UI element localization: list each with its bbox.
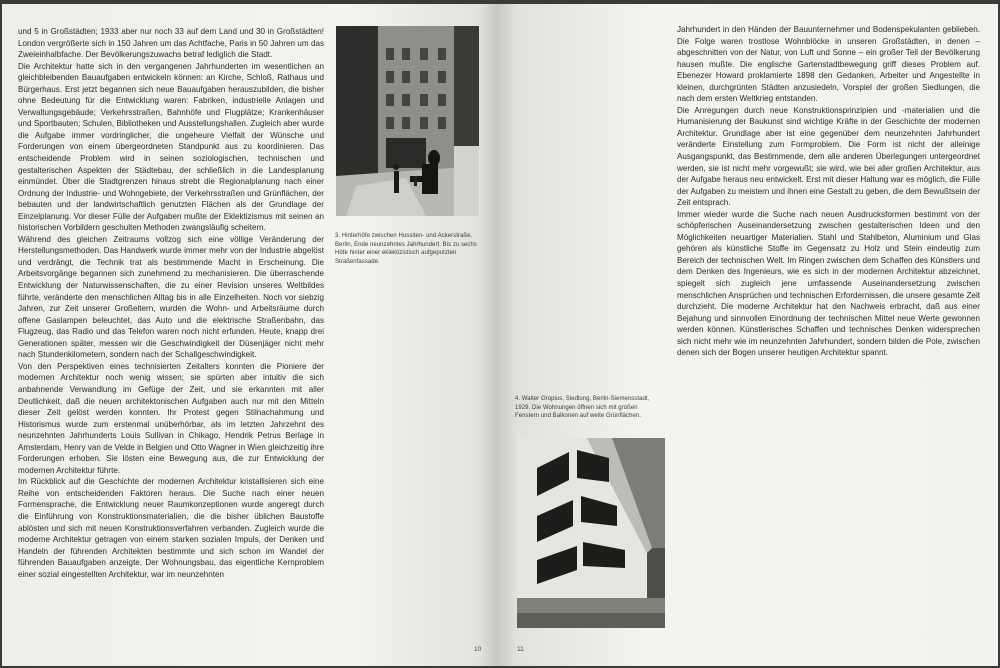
paragraph: Die Architektur hatte sich in den vergangenen Jahrhunderten im wesentlichen an gleichbleibenden Bauaufgaben entwickeln können: an Kirche, Schloß, Rathaus und Bürgerhaus. Erst jetzt begannen sich neue Bauaufgaben herauszubilden, die bisher ohne Bedeutung für die Entwicklung waren: Fabriken, industrielle Anlagen und Verwaltungsgebäude; Verkehrsstraßen, Bahnhöfe und Flugplätze; Krankenhäuser und Sportbauten; Schulen, Bibliotheken und Ausstellungshallen. Zugleich aber wurde die Aufgabe immer vordringlicher, die ungeheure Vielfalt der Wünsche und Forderungen von einem übergeordneten Standpunkt aus zu koordinieren. Das entscheidende Problem wird in seinen soziologischen, technischen und gestalterischen Aspekten der Städtebau, der schließlich in die Landesplanung einmündet. Über die Stadtgrenzen hinaus strebt die Regionalplanung nach einer Ordnung der Industrie- und Wohngebiete, der Verkehrsstraßen und Grünflächen, der bebauten und der landwirtschaftlich genutzten Flächen als der Grundlage der Einzelplanung. Vor dieser Fülle der Aufgaben mußte der Eklektizismus mit seinen an historischen Vorbildern geschulten Methoden zwangsläufig scheitern.: [18, 61, 324, 233]
courtyard-photo: [336, 26, 479, 216]
right-text-column: [677, 24, 980, 384]
paragraph: und 5 in Großstädten; 1933 aber nur noch 33 auf dem Land und 30 in Großstädten! London vergrößerte sich in 150 Jahren um das Achtfache, Paris in 50 Jahren um das Zweieinhalbfache. Der Bevölkerungszuwachs betraf lediglich die Stadt.: [18, 27, 324, 60]
paragraph: Jahrhundert in den Händen der Bauunternehmer und Bodenspekulanten geblieben. Die Folge waren trostlose Wohnblöcke in unseren Großstädten, in denen – abgeschnitten von der Natur, von Luft und Sonne – ein großer Teil der Bevölkerung hausen mußte. Die englische Gartenstadtbewegung griff dieses Problem auf. Ebenezer Howard proklamierte 1898 den Gedanken, Arbeiter und Angestellte in kleinen, durchgrünten Städten anzusiedeln, Vorspiel der großen Siedlungen, die nach dem ersten Weltkrieg entstanden.: [677, 25, 980, 104]
housing-estate-photo: [517, 438, 665, 628]
page-number: 10: [474, 646, 482, 653]
paragraph: Die Anregungen durch neue Konstruktionsprinzipien und -materialien und die Humanisierung der Baukunst sind wichtige Kräfte in der Geschichte der modernen Architektur. Grundlage aber ist eine gegenüber dem neunzehnten Jahrhundert veränderte Einstellung zum Formproblem. Die Form ist nicht der alleinige Ausgangspunkt, das Bestimmende, dem alle anderen Überlegungen untergeordnet werden, sie ist nicht mehr vorgewußt; sie wird, wie bei aller großen Architektur, aus der Aufgabe heraus neu entwickelt. Erst mit dieser Haltung war es möglich, die Fülle der Aufgaben zu meistern und ihnen eine Gestalt zu geben, die dem Bewußtsein der Zeit entsprach.: [677, 105, 980, 208]
paragraph: Während des gleichen Zeitraums vollzog sich eine völlige Veränderung der Herstellungsmethoden. Das Handwerk wurde immer mehr von der Industrie abgelöst und verdrängt, die Technik trat als bestimmende Macht in Erscheinung. Die Arbeitsvorgänge begannen sich zunehmend zu mechanisieren. Die überraschende Entwicklung der Naturwissenschaften, die zu einer Revision unseres Weltbildes führte, veränderte den menschlichen Alltag bis in alle Einzelheiten. Noch vor siebzig Jahren, zur Zeit unserer Großeltern, wurden die Wohn- und Arbeitsräume durch offene Gaslampen beleuchtet, das Auto und die elektrische Straßenbahn, das Flugzeug, das Radio und das Telefon waren noch nicht erfunden. Heute, knapp drei Generationen später, messen wir die Geschwindigkeit der Düsenjäger nicht mehr nach Stundenkilometern, sondern nach der Schallgeschwindigkeit.: [18, 234, 324, 360]
left-page: [2, 4, 497, 666]
left-text-column: [18, 26, 324, 656]
right-page: [497, 4, 998, 666]
paragraph: Von den Perspektiven eines technisierten Zeitalters konnten die Pioniere der modernen Architektur noch wenig wissen; sie spürten aber intuitiv die sich anbahnende Verwandlung im Gefüge der Zeit, und sie erkannten mit aller Deutlichkeit, daß die neuen architektonischen Aufgaben auch nur mit den Mitteln dieser Zeit gelöst werden konnten. Ihr Protest gegen Stilnachahmung und Historismus wurde zum erstenmal unüberhörbar, als im letzten Jahrzehnt des neunzehnten Jahrhunderts Louis Sullivan in Chikago, Hendrik Petrus Berlage in Amsterdam, Henry van de Velde in Belgien und Otto Wagner in Wien gleichzeitig ihre Forderungen erhoben. Sie lösten eine Bewegung aus, die zur Entwicklung der modernen Architektur führte.: [18, 361, 324, 475]
figure-caption: 4. Walter Gropius, Siedlung, Berlin-Siemensstadt, 1929. Die Wohnungen öffnen sich mit großen Fenstern und Balkonen auf weite Grünflächen.: [515, 396, 650, 420]
figure-caption: 3. Hinterhöfe zwischen Hussiten- und Ackerstraße, Berlin, Ende neunzehntes Jahrhundert. Bis zu sechs Höfe hinter einer eklektizistisch aufgeputzten Straßenfassade.: [335, 233, 477, 265]
paragraph: Immer wieder wurde die Suche nach neuen Ausdrucksformen bestimmt von der schöpferischen Auseinandersetzung zwischen gestalterischen Ideen und den Möglichkeiten neuartiger Materialien. Stahl und Stahlbeton, Aluminium und Glas gehören als künstliche Stoffe im Gegensatz zu Holz und Stein eindeutig zum Bereich der technischen Welt. Im Ringen zwischen dem Schaffen des Künstlers und dem Denken des Ingenieurs, wie es sich in der modernen Architektur abzeichnet, spiegelt sich zugleich jene umfassende Auseinandersetzung zwischen menschlichen Ansprüchen und technischen Erfordernissen, die unsere gesamte Zeit durchzieht. Die moderne Architektur hat den Nachweis erbracht, daß aus einer Bejahung und sinnvollen Einordnung der technischen Mittel neue Werte gewonnen werden können. Künstlerisches Schaffen und technisches Denken widersprechen sich nicht mehr wie im neunzehnten Jahrhundert, sondern bilden die Pole, zwischen denen sich der Bogen unserer heutigen Architektur spannt.: [677, 209, 980, 358]
page-number: 11: [517, 646, 524, 653]
paragraph: Im Rückblick auf die Geschichte der modernen Architektur kristallisieren sich eine Reihe von entscheidenden Faktoren heraus. Die Suche nach einer neuen Formensprache, die Entwicklung neuer Raumkonzeptionen wurde angeregt durch die Einführung von Konstruktionsmaterialien, die die bisher üblichen Baustoffe ablösten und sich mit neuen Konstruktionsverfahren verbanden. Zugleich wurde die moderne Architektur getragen von einem starken sozialen Impuls, der Denken und Handeln der führenden Architekten bestimmte und sich schon im Wandel der führenden Bauaufgaben anzeigte. Der Wohnungsbau, das eigentliche Kernproblem einer sozial eingestellten Architektur, war im neunzehnten: [18, 477, 324, 579]
